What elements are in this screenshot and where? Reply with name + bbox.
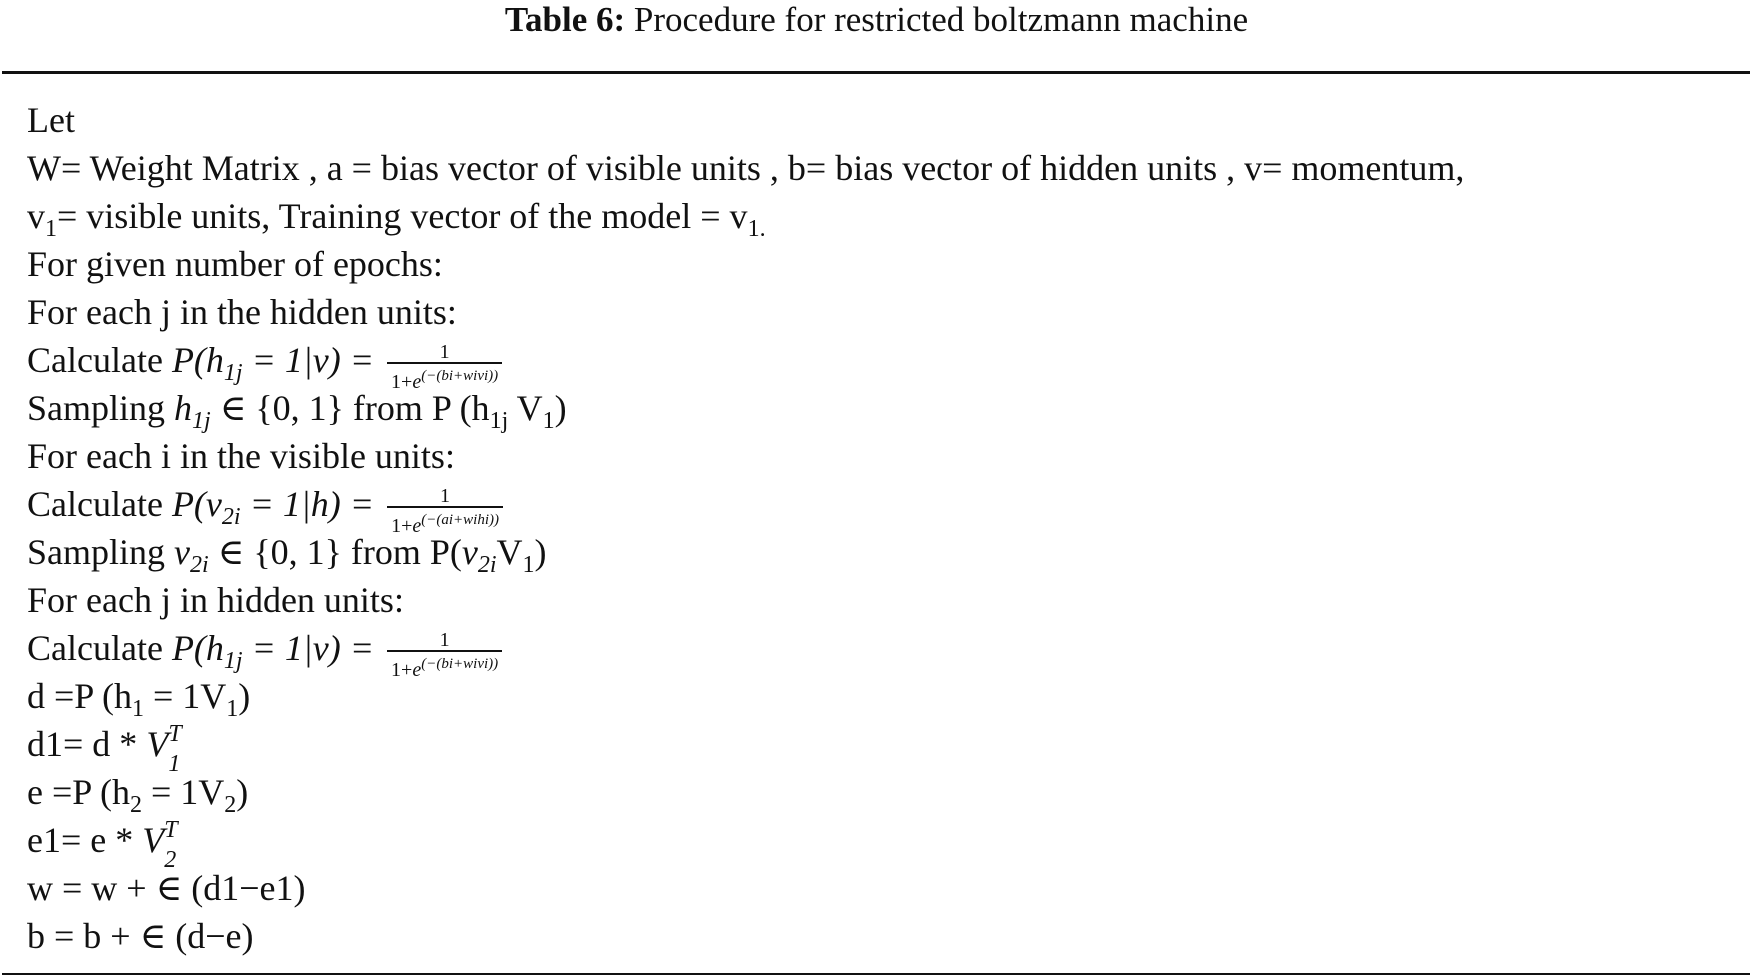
sampling-var-sub: 2i — [190, 552, 209, 578]
d1-line — [27, 720, 1742, 777]
sampling-set: ∈ {0, 1} — [210, 388, 344, 428]
sampling-from: from P (h — [343, 388, 490, 428]
e-text-b: = 1V — [141, 772, 225, 812]
e1-sup: T — [164, 817, 178, 843]
sampling-from-end: ) — [554, 388, 567, 428]
procedure-body — [27, 96, 1742, 960]
sampling-from-end: ) — [534, 532, 547, 572]
den-exp-end: )) — [488, 655, 499, 672]
b-update-line: b = b + ∈ (d−e) — [27, 916, 254, 956]
calc-lhs-sub: 1j — [223, 360, 243, 386]
calc-prefix: Calculate — [27, 484, 172, 524]
den-e: e — [412, 658, 422, 681]
d-text-c: ) — [238, 676, 251, 716]
table-label: Table 6: — [504, 0, 626, 39]
den-exp-mid: +w — [453, 511, 474, 528]
calc-h1-line — [27, 336, 1742, 393]
training-vector-line — [27, 192, 1742, 240]
calc-v2-line — [27, 480, 1742, 537]
e-line — [27, 768, 1742, 816]
for-each-visible-line: For each i in the visible units: — [27, 436, 455, 476]
top-rule — [2, 71, 1750, 74]
sampling-prefix: Sampling — [27, 388, 175, 428]
sampling-var: h — [174, 388, 193, 428]
sampling-from-sub2: 1 — [522, 552, 535, 578]
den-exp-sub3: i — [484, 655, 489, 672]
e1-sub: 2 — [164, 847, 177, 873]
calc-prefix: Calculate — [27, 340, 172, 380]
w-update-line: w = w + ∈ (d1−e1) — [27, 868, 306, 908]
sampling-prefix: Sampling — [27, 532, 175, 572]
den-exp: (−(b — [421, 655, 449, 672]
den-exp-var: v — [477, 367, 484, 384]
sampling-var-sub: 1j — [192, 408, 211, 434]
sampling-v-line — [27, 528, 1742, 576]
den-exp-var: h — [477, 511, 485, 528]
calc-lhs: P(h — [171, 628, 224, 668]
den-exp-mid: +w — [453, 367, 474, 384]
d-text-a: d =P (h — [27, 676, 132, 716]
sampling-var: v — [174, 532, 190, 572]
for-each-hidden-line-2: For each j in hidden units: — [27, 580, 404, 620]
den-exp-end: )) — [489, 511, 500, 528]
training-var-sub: 1 — [45, 216, 57, 242]
bottom-rule — [2, 973, 1750, 975]
sampling-from-sub: 1j — [489, 408, 509, 434]
d1-sup: T — [168, 721, 182, 747]
calc-rhs: = 1|v) = — [242, 628, 375, 668]
calc-prefix: Calculate — [27, 628, 172, 668]
e1-line — [27, 816, 1742, 873]
den-exp-sub3: i — [484, 511, 490, 528]
den-exp-var: v — [477, 655, 484, 672]
calc-lhs-sub: 1j — [223, 648, 243, 674]
den-exp-sub2: i — [473, 367, 478, 384]
d1-text: d1= d * — [27, 724, 147, 764]
den-exp-end: )) — [488, 367, 499, 384]
e-sub1: 2 — [129, 792, 142, 818]
definitions-line: W= Weight Matrix , a = bias vector of visible units , b= bias vector of hidden units , v= momentum, — [27, 148, 1465, 188]
e-text-a: e =P (h — [27, 772, 130, 812]
den-exp: (−(b — [421, 367, 449, 384]
sampling-from-sub: 2i — [477, 552, 497, 578]
calc-lhs-sub: 2i — [221, 504, 241, 530]
d1-var: V — [146, 724, 169, 764]
fraction-denominator — [387, 362, 502, 394]
let-line: Let — [27, 100, 75, 140]
den-one-plus: 1+ — [391, 514, 413, 537]
fraction-numerator: 1 — [439, 628, 450, 651]
training-var: v — [27, 196, 45, 236]
e-text-c: ) — [236, 772, 249, 812]
calc-h1-line-2 — [27, 624, 1742, 681]
sampling-set: ∈ {0, 1} — [208, 532, 342, 572]
den-exp-sub2: i — [473, 511, 478, 528]
den-exp-sub3: i — [484, 367, 489, 384]
d-line — [27, 672, 1742, 720]
den-one-plus: 1+ — [391, 370, 413, 393]
calc-lhs: P(v — [171, 484, 222, 524]
table-title: Procedure for restricted boltzmann machine — [633, 0, 1249, 39]
calc-rhs: = 1|v) = — [242, 340, 375, 380]
den-e: e — [412, 370, 422, 393]
d1-sub: 1 — [168, 751, 181, 777]
epochs-line: For given number of epochs: — [27, 244, 443, 284]
sampling-from-mid: V — [508, 388, 543, 428]
sampling-from-sub2: 1 — [542, 408, 555, 434]
e1-var: V — [142, 820, 165, 860]
training-text: = visible units, Training vector of the model = v — [57, 196, 748, 236]
training-text-sub: 1. — [747, 216, 766, 242]
fraction-denominator — [387, 506, 503, 538]
den-exp: (−(a — [421, 511, 449, 528]
sampling-from-mid: V — [496, 532, 523, 572]
sigmoid-fraction — [387, 630, 502, 682]
d-sub2: 1 — [226, 696, 239, 722]
den-exp-sub: i — [448, 511, 454, 528]
den-exp-sub: i — [448, 367, 454, 384]
e1-matrix — [142, 816, 178, 873]
for-each-hidden-line: For each j in the hidden units: — [27, 292, 457, 332]
fraction-denominator — [387, 650, 502, 682]
d1-matrix — [146, 720, 182, 777]
den-exp-sub2: i — [473, 655, 478, 672]
e-sub2: 2 — [224, 792, 237, 818]
sampling-from-var: v — [461, 532, 478, 572]
sampling-h-line — [27, 384, 1742, 432]
den-one-plus: 1+ — [391, 658, 413, 681]
sigmoid-fraction — [387, 486, 503, 538]
d-sub1: 1 — [131, 696, 144, 722]
den-exp-sub: i — [448, 655, 454, 672]
fraction-numerator: 1 — [440, 484, 451, 507]
e1-text: e1= e * — [27, 820, 143, 860]
table-caption — [0, 0, 1753, 40]
sigmoid-fraction — [387, 342, 502, 394]
calc-rhs: = 1|h) = — [240, 484, 375, 524]
den-exp-mid: +w — [453, 655, 474, 672]
fraction-numerator: 1 — [439, 340, 450, 363]
calc-lhs: P(h — [171, 340, 224, 380]
d-text-b: = 1V — [143, 676, 227, 716]
den-e: e — [412, 514, 422, 537]
sampling-from: from P( — [341, 532, 462, 572]
